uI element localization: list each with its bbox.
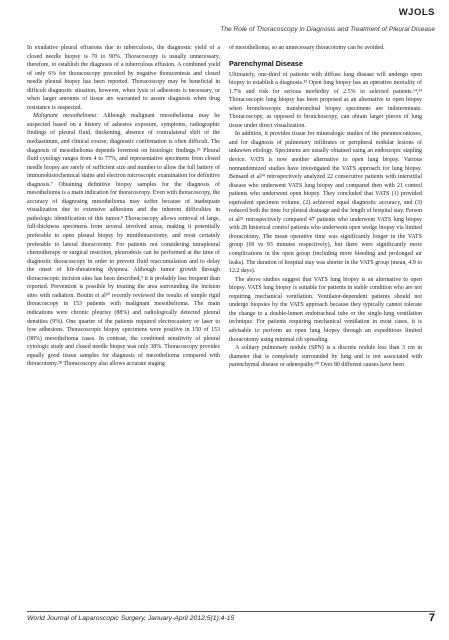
paragraph-mesothelioma	[27, 112, 220, 368]
paragraph-continuation: of mesothelioma, so an unnecessary thoracotomy can be avoided.	[229, 45, 385, 51]
section-heading-parenchymal-disease: Parenchymal Disease	[229, 58, 303, 68]
page-number: 7	[428, 612, 435, 624]
paragraph-vats-studies: In addition, it provides tissue for mineralogic studies of the pneumoconioses, and for diagnosis of pulmonary infiltrates or peripheral nodular lesions of unknown etiology. Specimens are usually obtained using an endoscopic stapling device. VATS is now another alternative to open lung biopsy. Various nonrandomized studies have investigated the VATS approach for lung biopsy. Bensard et al³⁴ retrospectively analyzed 22 consecutive patients with interstitial disease who underwent VATS lung biopsy and compared then with 21 control patients who underwent open biopsy. They concluded that VATS (1) provided equivalent specimen volume, (2) achieved equal diagnostic accuracy, and (3) reduced both the time for pleural drainage and the length of hospital stay. Ferson et al³⁵ retrospectively compared 47 patients who underwent VATS lung biopsy with 28 historical control patients who underwent open wedge biopsy via limited thoracotomy. The mean operative time was significantly longer in the VATS group (69 vs 93 minutes respectively), but there were significantly more complications in the open group (including more bleeding and prolonged air leaks). The duration of hospital stay was shorter in the VATS group (mean, 4.9 to 12.2 days).	[229, 131, 422, 275]
right-column	[229, 44, 422, 597]
paragraph-vats-suitability: The above studies suggest that VATS lung biopsy is an alternative to open biopsy. VATS lung biopsy is suitable for patients in stable condition who are not requiring mechanical ventilation. Ventilator-dependent patients should not undergo biopsies by the VATS approach because they typically cannot tolerate the change to a double-lumen endotracheal tube or the single-lung ventilation technique. For patients requiring mechanical ventilation in most cases, it is advisable to perform an open lung biopsy through an expeditious limited thoracotomy using minimal rib spreading.	[229, 276, 422, 343]
runin-heading-mesothelioma: Malignant mesothelioma:	[33, 113, 99, 120]
footer-rule	[27, 611, 435, 612]
running-title: The Role of Thoracoscopy in Diagnosis and Treatment of Pleural Disease	[220, 26, 435, 33]
paragraph-open-biopsy: Ultimately, one-third of patients with diffuse lung disease will undergo open biopsy to establish a diagnosis.³² Open lung biopsy has an operative mortality of 1.7% and risk for serious morbidity of 2.5% in selected patients.¹⁴,³³ Thoracoscopic lung biopsy has been proposed as an alternative to open biopsy when bronchoscopic transbronchial biopsy specimens are indeterminate. Thoracoscopy, as opposed to bronchoscopy, can obtain larger pieces of lung tissue under direct visualization.	[229, 71, 422, 129]
journal-logo: WJOLS	[398, 7, 435, 18]
paragraph-solitary-nodule: A solitary pulmonary nodule (SPN) is a discrete nodule less than 3 cm in diameter that is completely surrounded by lung and is not associated with parenchymal disease or adenopathy.⁴⁰ Over 80 different causes have been	[229, 345, 422, 369]
paragraph-tuberculosis: In exudative pleural effusions due to tuberculosis, the diagnostic yield of a closed needle biopsy is 70 to 90%. Thoracoscopy is usually unnecessary, therefore, to establish the diagnosis of a tuberculous effusion. A combined yield of only 6% for thoracoscopy preceded by negative thoracentesis and closed needle pleural biopsy has been reported. Thoracoscopy may be beneficial in difficult diagnostic situation, however, when lysis of adhesions is necessary, or when larger amounts of tissue are warranted to assure diagnosis when drug resistance is suspected.	[27, 45, 220, 111]
footer-journal-citation: World Journal of Laparoscopic Surgery, January-April 2012;5(1):4-15	[27, 615, 235, 622]
left-column	[27, 44, 220, 597]
paragraph-mesothelioma-text: Although malignant mesothelioma may be suspected based on a history of asbestos exposure, symptoms, radiographic findings of pleural fluid, thickening, absence of contralateral shift of the mediastinum, and clinical course; diagnostic confirmation is often difficult. The diagnosis of mesothelioma depends foremost on histologic findings.²⁶ Pleural fluid cytology ranges from 4 to 77%, and representative specimens from closed needle biopsy are rarely of sufficient size and number to allow the full battery of immunohistochemical stains and electron microscopic examination for definitive diagnosis.⁷ Obtaining definitive biopsy samples for the diagnosis of mesothelioma is a main indication for thoracoscopy. Even with thoracoscopy, the accuracy of diagnosing mesothelioma may suffer because of inadequate visualization due to extensive adhesions and the inherent difficulties in pathologic identification of this tumor.⁹ Thoracoscopy allows removal of large, full-thickness specimens from several involved areas, making it potentially preferable to open pleural biopsy by minithoracotomy, and most certainly preferable to lateral thoracotomy. For patients not considering intrapleural chemotherapy or surgical resection, pleurodesis can be performed at the time of diagnostic thoracoscopy in order to prevent fluid reaccumulation and to delay the onset of life-threatening dyspnea. Although tumor growth through thoracoscopic incision sites has been described,⁹ it is probably less frequent than reported. Prevention is possible by treating the area surrounding the incision sites with radiation. Boutin et al³⁰ recently reviewed the results of simple rigid thoracoscopy in 153 patients with malignant mesothelioma. The main indications were chronic pleurisy (88%) and radiologically detected pleural densities (9%). One quarter of the patients required electrocautery or laser to lyse adhesions. Thoracoscopic biopsy specimens were positive in 150 of 153 (98%) mesothelioma cases. In contrast, the combined sensitivity of pleural cytologic study and closed needle biopsy was only 38%. Thoracoscopy provides equally good tissue samples for diagnosis of mesothelioma compared with thoracotomy.²⁸ Thoracoscopy also allows accurate staging	[27, 113, 220, 368]
